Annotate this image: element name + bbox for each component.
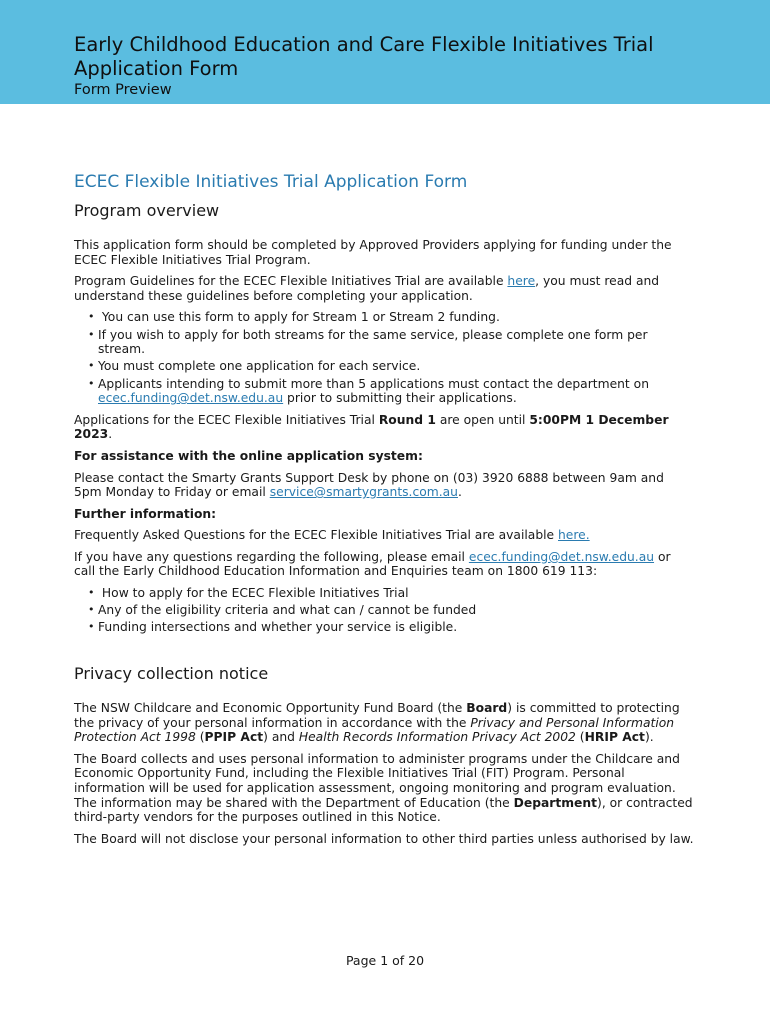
board-term: Board: [466, 701, 508, 716]
privacy-text: The NSW Childcare and Economic Opportunity Fund Board (the: [74, 701, 467, 716]
privacy-paragraph-2: [74, 752, 694, 825]
questions-bullet-list: [74, 586, 694, 635]
assistance-text: Please contact the Smarty Grants Support Desk by phone on (03) 3920 6888 between 9am and 5pm Monday to Friday or email: [74, 470, 664, 500]
round-deadline: 5:00PM 1 December 2023: [74, 412, 669, 442]
guidelines-text-after: , you must read and understand these guidelines before completing your application.: [74, 274, 660, 303]
list-item: [98, 310, 694, 325]
list-item: [98, 328, 694, 357]
bullet-text: Applicants intending to submit more than 5 applications must contact the department on: [98, 376, 649, 391]
round-name: Round 1: [378, 412, 436, 427]
form-title: ECEC Flexible Initiatives Trial Application Form: [74, 172, 468, 192]
privacy-text: ) and: [263, 730, 299, 745]
program-overview-heading: Program overview: [74, 201, 220, 220]
privacy-heading: Privacy collection notice: [74, 664, 269, 684]
assistance-text-after: .: [457, 485, 462, 500]
round-paragraph: [74, 413, 694, 442]
page-subtitle: Form Preview: [74, 82, 172, 98]
faq-link[interactable]: here.: [558, 528, 590, 543]
privacy-paragraph-1: [74, 701, 694, 745]
list-item: [98, 359, 694, 374]
questions-paragraph: [74, 550, 694, 579]
questions-text-after: or call the Early Childhood Education Information and Enquiries team on 1800 619 113:: [74, 549, 671, 579]
page-number: Page 1 of 20: [345, 953, 425, 968]
department-term: Department: [513, 795, 598, 810]
header-banner: [0, 0, 770, 104]
assistance-heading-text: For assistance with the online application system:: [74, 448, 423, 463]
questions-email-link[interactable]: ecec.funding@det.nsw.edu.au: [468, 549, 655, 564]
questions-text: If you have any questions regarding the following, please email: [74, 549, 469, 564]
round-text: Applications for the ECEC Flexible Initiatives Trial: [74, 412, 379, 427]
privacy-text: The Board collects and uses personal information to administer programs under the Childcare and Economic Opportunity Fund, including the Flexible Initiatives Trial (FIT) Program. Personal information will be used for application assessment, ongoing monitoring and program evaluation. The information may be shared with the Department of Education (the: [74, 751, 680, 810]
intro-paragraph: This application form should be completed by Approved Providers applying for funding under the ECEC Flexible Initiatives Trial Program.: [74, 238, 672, 267]
hrip-act-title: Health Records Information Privacy Act 2002: [298, 730, 576, 745]
round-text-middle: are open until: [435, 412, 530, 427]
guidelines-text: Program Guidelines for the ECEC Flexible Initiatives Trial are available: [74, 274, 508, 289]
list-item: [98, 586, 694, 601]
guidelines-paragraph: [74, 274, 694, 303]
round-text-after: .: [108, 427, 113, 442]
faq-text: Frequently Asked Questions for the ECEC Flexible Initiatives Trial are available: [74, 528, 559, 543]
privacy-text: (: [575, 730, 585, 745]
further-info-heading-text: Further information:: [74, 506, 217, 521]
bullet-text: Funding intersections and whether your service is eligible.: [98, 620, 458, 635]
bullet-text: How to apply for the ECEC Flexible Initiatives Trial: [101, 586, 409, 601]
privacy-text: ), or contracted third-party vendors for the purposes outlined in this Notice.: [74, 795, 693, 825]
assistance-heading: [74, 449, 694, 464]
assistance-paragraph: [74, 471, 694, 500]
further-info-heading: [74, 507, 694, 522]
form-content: [74, 171, 694, 846]
faq-paragraph: [74, 528, 694, 543]
hrip-act-abbr: HRIP Act: [584, 730, 645, 745]
department-email-link[interactable]: ecec.funding@det.nsw.edu.au: [98, 391, 284, 406]
ppip-act-abbr: PPIP Act: [204, 730, 264, 745]
privacy-text: (: [195, 730, 205, 745]
list-item: [98, 377, 694, 406]
privacy-text: ).: [644, 730, 654, 745]
privacy-paragraph-3: The Board will not disclose your personal information to other third parties unless authorised by law.: [74, 831, 694, 846]
bullet-text: If you wish to apply for both streams for the same service, please complete one form per stream.: [98, 327, 648, 357]
bullet-text: You must complete one application for each service.: [98, 359, 421, 374]
list-item: [98, 603, 694, 618]
bullet-text: Any of the eligibility criteria and what can / cannot be funded: [98, 603, 477, 618]
privacy-text: ) is committed to protecting the privacy of your personal information in accordance with the: [74, 701, 680, 730]
bullet-text: You can use this form to apply for Stream 1 or Stream 2 funding.: [101, 310, 500, 325]
ppip-act-title: Privacy and Personal Information Protection Act 1998: [74, 715, 675, 745]
overview-bullet-list: [74, 310, 694, 405]
guidelines-link[interactable]: here: [507, 274, 536, 289]
list-item: [98, 620, 694, 635]
page-title: Early Childhood Education and Care Flexible Initiatives Trial Application Form: [74, 33, 654, 80]
bullet-text-after: prior to submitting their applications.: [283, 391, 517, 406]
support-email-link[interactable]: service@smartygrants.com.au: [269, 485, 458, 500]
